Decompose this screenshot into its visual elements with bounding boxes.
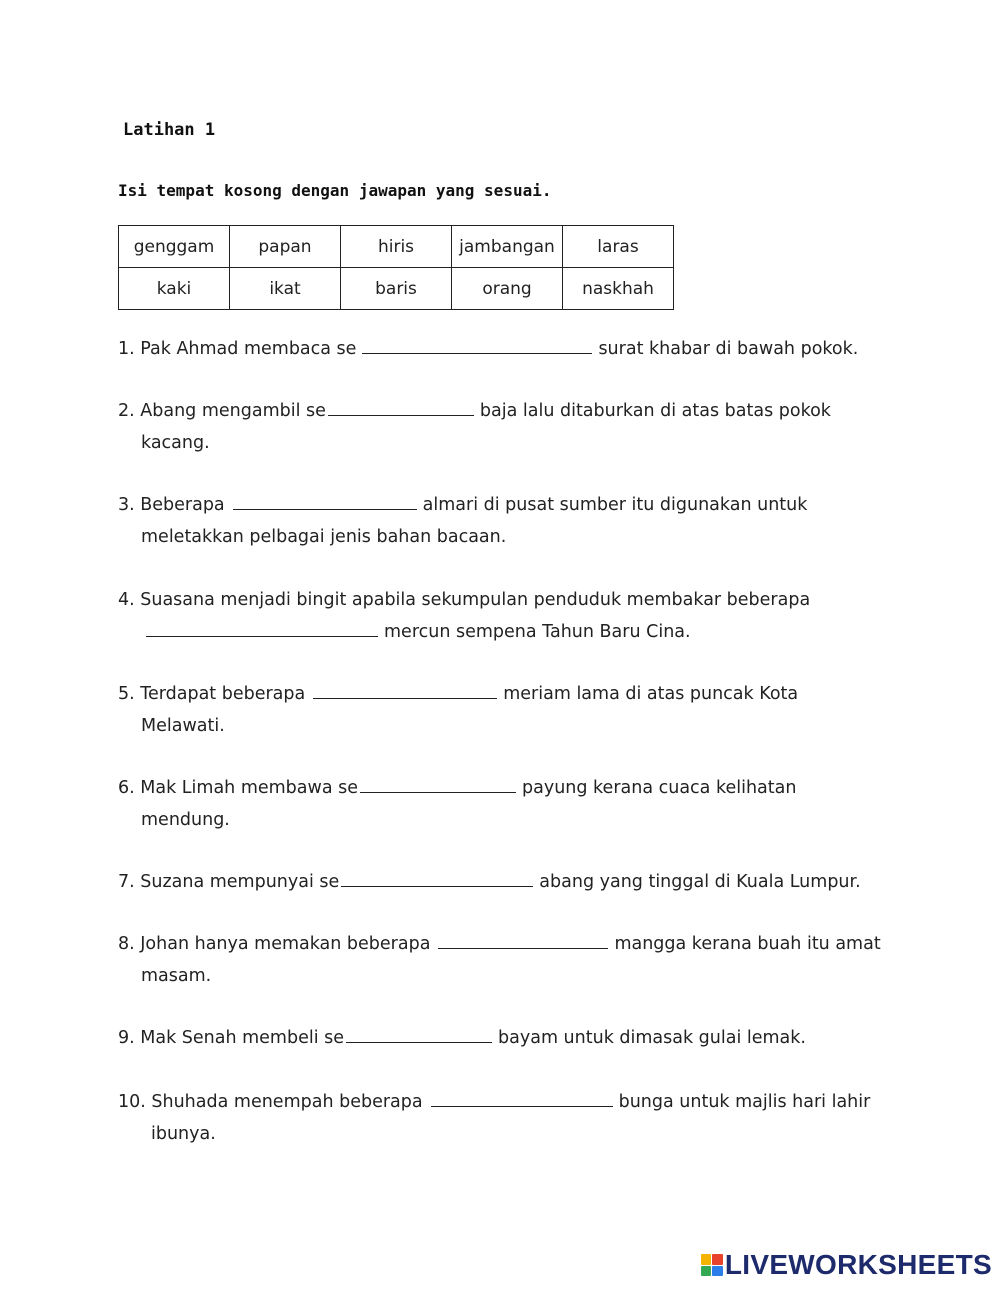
question-text: 2. Abang mengambil se xyxy=(118,401,326,421)
answer-blank[interactable] xyxy=(233,492,417,510)
question-text: 6. Mak Limah membawa se xyxy=(118,778,358,798)
word-bank-table xyxy=(118,225,674,310)
logo-tile xyxy=(712,1254,723,1265)
question-text: mangga kerana buah itu amat xyxy=(614,934,881,954)
word-bank-row xyxy=(119,268,674,310)
answer-blank[interactable] xyxy=(328,398,474,416)
word-bank-cell: ikat xyxy=(230,268,341,310)
logo-tile xyxy=(712,1266,723,1277)
question-text: surat khabar di bawah pokok. xyxy=(598,339,859,359)
question-10 xyxy=(118,1086,908,1150)
question-text: 1. Pak Ahmad membaca se xyxy=(118,339,357,359)
question-continuation: meletakkan pelbagai jenis bahan bacaan. xyxy=(141,527,507,547)
answer-blank[interactable] xyxy=(146,619,378,637)
liveworksheets-logo xyxy=(701,1249,992,1281)
answer-blank[interactable] xyxy=(313,681,497,699)
word-bank-cell: orang xyxy=(452,268,563,310)
question-text: baja lalu ditaburkan di atas batas pokok xyxy=(479,401,831,421)
word-bank-cell: kaki xyxy=(119,268,230,310)
question-text: 5. Terdapat beberapa xyxy=(118,684,306,704)
question-text: meriam lama di atas puncak Kota xyxy=(503,684,799,704)
logo-tile xyxy=(701,1266,712,1277)
worksheet-title: Latihan 1 xyxy=(123,120,216,140)
question-9 xyxy=(118,1022,908,1054)
word-bank-cell: hiris xyxy=(341,226,452,268)
word-bank-cell: papan xyxy=(230,226,341,268)
question-7 xyxy=(118,866,908,898)
question-text: 8. Johan hanya memakan beberapa xyxy=(118,934,431,954)
question-text: abang yang tinggal di Kuala Lumpur. xyxy=(539,872,861,892)
question-text: 9. Mak Senah membeli se xyxy=(118,1028,345,1048)
answer-blank[interactable] xyxy=(360,775,516,793)
question-text: 3. Beberapa xyxy=(118,495,225,515)
question-continuation: ibunya. xyxy=(151,1124,216,1144)
word-bank-cell: baris xyxy=(341,268,452,310)
word-bank-cell: laras xyxy=(563,226,674,268)
word-bank-cell: jambangan xyxy=(452,226,563,268)
word-bank-cell: naskhah xyxy=(563,268,674,310)
question-8 xyxy=(118,928,908,992)
logo-text: LIVEWORKSHEETS xyxy=(724,1249,992,1280)
question-6 xyxy=(118,772,908,836)
question-continuation: mendung. xyxy=(141,810,230,830)
question-text: bayam untuk dimasak gulai lemak. xyxy=(498,1028,806,1048)
question-text: bunga untuk majlis hari lahir xyxy=(618,1092,871,1112)
question-text: 10. Shuhada menempah beberapa xyxy=(118,1092,423,1112)
answer-blank[interactable] xyxy=(341,869,533,887)
question-text: 4. Suasana menjadi bingit apabila sekumpulan penduduk membakar beberapa xyxy=(118,590,811,610)
question-continuation: masam. xyxy=(141,966,212,986)
question-2 xyxy=(118,395,908,459)
question-continuation: kacang. xyxy=(141,433,210,453)
question-continuation: Melawati. xyxy=(141,716,225,736)
question-1 xyxy=(118,333,908,365)
question-5 xyxy=(118,678,908,742)
question-text: mercun sempena Tahun Baru Cina. xyxy=(384,622,691,642)
question-text: payung kerana cuaca kelihatan xyxy=(522,778,797,798)
answer-blank[interactable] xyxy=(438,931,608,949)
question-text: 7. Suzana mempunyai se xyxy=(118,872,340,892)
logo-tile xyxy=(701,1254,712,1265)
instruction-text: Isi tempat kosong dengan jawapan yang sesuai. xyxy=(118,181,552,200)
question-3 xyxy=(118,489,908,553)
answer-blank[interactable] xyxy=(431,1089,613,1107)
answer-blank[interactable] xyxy=(362,336,592,354)
word-bank-cell: genggam xyxy=(119,226,230,268)
question-text: almari di pusat sumber itu digunakan untuk xyxy=(422,495,808,515)
answer-blank[interactable] xyxy=(346,1025,492,1043)
liveworksheets-logo-icon xyxy=(701,1254,723,1276)
question-continuation xyxy=(118,616,908,648)
word-bank-row xyxy=(119,226,674,268)
question-4 xyxy=(118,584,908,648)
